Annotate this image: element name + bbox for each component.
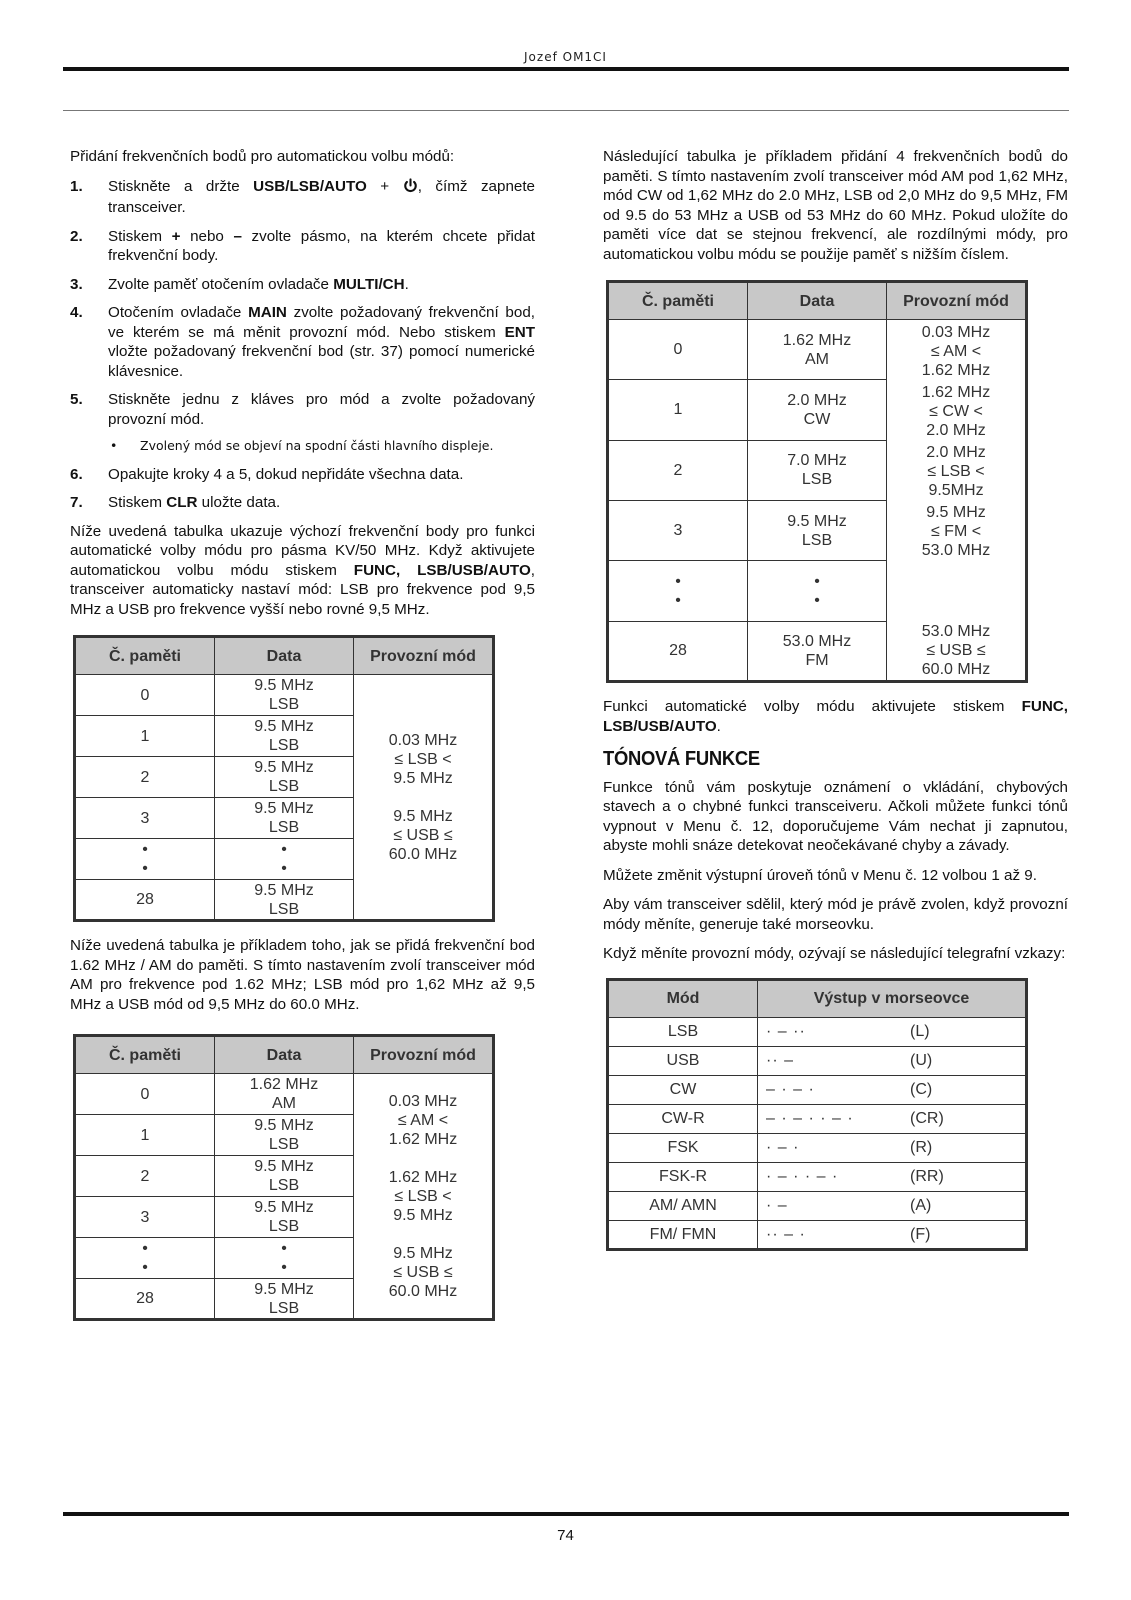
cell-mem: 1 <box>75 1115 215 1156</box>
intro-text: Přidání frekvenčních bodů pro automatickou volbu módů: <box>70 148 455 165</box>
cell-data: 9.5 MHz LSB <box>215 798 354 839</box>
cell-mem: 2 <box>75 1156 215 1197</box>
table-row <box>608 1104 1027 1133</box>
cell-data: 1.62 MHz AM <box>215 1074 354 1115</box>
default-points-paragraph: Níže uvedená tabulka ukazuje výchozí frekvenční body pro funkci automatické volby módu pro pásma KV/50 MHz. Když aktivujete automatickou volbu módu stiskem FUNC, LSB/USB/AUTO, transceiver automaticky nastaví mód: LSB pro frekvence pod 9,5 MHz a USB pro frekvence vyšší nebo rovné 9,5 MHz. <box>70 522 535 618</box>
col-header-mode: Mód <box>608 979 758 1017</box>
cell-mem: 0 <box>75 1074 215 1115</box>
col-header-mem: Č. paměti <box>75 637 215 675</box>
col-header-mode: Provozní mód <box>887 282 1027 320</box>
cell-mode: CW <box>608 1075 758 1104</box>
cell-mem: 0 <box>75 675 215 716</box>
cell-mode: LSB <box>608 1017 758 1046</box>
cell-mem: • • <box>75 1238 215 1279</box>
four-points-paragraph: Následující tabulka je příkladem přidání 4 frekvenčních bodů do paměti. S tímto nastavením zvolí transceiver mód AM pod 1,62 MHz, mód CW od 1,62 MHz do 2.0 MHz, LSB od 2,0 MHz do 9,5 MHz, FM od 9.5 do 53 MHz a USB od 53 MHz do 60 MHz. Pokud uložíte do paměti více dat se stejnou frekvencí, ale rozdílnými módy, pro automatickou volbu módu se použije paměť s nižším číslem. <box>603 148 1068 263</box>
cell-mem: 3 <box>75 798 215 839</box>
step-1: 1. Stiskněte a držte USB/LSB/AUTO + , čímž zapnete transceiver. <box>70 177 536 216</box>
table-row <box>75 675 494 716</box>
cell-morse-code: ·· – · <box>758 1220 903 1249</box>
table-row <box>608 320 1027 380</box>
mode-range-block: 1.62 MHz ≤ CW < 2.0 MHz <box>921 384 991 439</box>
cell-mode: 0.03 MHz ≤ LSB < 9.5 MHz 9.5 MHz ≤ USB ≤ 60.0 MHz <box>354 675 494 921</box>
cell-morse-letter: (U) <box>902 1046 1027 1075</box>
table-row <box>608 1220 1027 1249</box>
col-header-data: Data <box>748 282 887 320</box>
page-number: 74 <box>557 1527 574 1544</box>
cell-mode: FSK-R <box>608 1162 758 1191</box>
tone-paragraph-2: Můžete změnit výstupní úroveň tónů v Menu č. 12 volbou 1 až 9. <box>603 866 1037 884</box>
table-row <box>608 1075 1027 1104</box>
default-points-table <box>73 635 495 922</box>
morse-table <box>606 978 1028 1251</box>
cell-data: 9.5 MHz LSB <box>215 1115 354 1156</box>
col-header-mem: Č. paměti <box>75 1036 215 1074</box>
cell-mem: • • <box>608 561 748 621</box>
activate-paragraph: Funkci automatické volby módu aktivujete stiskem FUNC, LSB/USB/AUTO. <box>603 698 1068 735</box>
cell-morse-code: – · – · · – · <box>758 1104 903 1133</box>
right-column <box>603 147 1068 1251</box>
morse-body <box>608 1017 1027 1249</box>
sub-bullet-note: • Zvolený mód se objeví na spodní části hlavního displeje. <box>70 436 535 456</box>
cell-morse-letter: (F) <box>902 1220 1027 1249</box>
table-row <box>608 1046 1027 1075</box>
cell-data: • • <box>748 561 887 621</box>
table-row <box>608 1017 1027 1046</box>
am-example-paragraph: Níže uvedená tabulka je příkladem toho, jak se přidá frekvenční bod 1.62 MHz / AM do paměti. S tímto nastavením zvolí transceiver mód AM pro frekvence pod 1.62 MHz; LSB mód pro 1,62 MHz až 9,5 MHz a USB mód od 9,5 MHz do 60.0 MHz. <box>70 937 535 1013</box>
header-rule-thin <box>63 110 1069 111</box>
cell-mem: 0 <box>608 320 748 380</box>
cell-mode <box>887 320 1027 682</box>
power-icon <box>403 178 418 199</box>
step-5: 5. Stiskněte jednu z kláves pro mód a zvolte požadovaný provozní mód. <box>70 391 535 428</box>
cell-morse-letter: (A) <box>902 1191 1027 1220</box>
cell-mode: 0.03 MHz ≤ AM < 1.62 MHz 1.62 MHz ≤ LSB < 9.5 MHz 9.5 MHz ≤ USB ≤ 60.0 MHz <box>354 1074 494 1320</box>
step-2: 2. Stiskem + nebo – zvolte pásmo, na kterém chcete přidat frekvenční body. <box>70 227 536 264</box>
cell-mode: CW-R <box>608 1104 758 1133</box>
col-header-mem: Č. paměti <box>608 282 748 320</box>
cell-data: 9.5 MHz LSB <box>215 1156 354 1197</box>
cell-data: 53.0 MHz FM <box>748 621 887 681</box>
cell-data: 1.62 MHz AM <box>748 320 887 380</box>
tone-paragraph-3: Aby vám transceiver sdělil, který mód je právě zvolen, když provozní módy měníte, generuje také morseovku. <box>603 896 1068 933</box>
cell-mem: 2 <box>75 757 215 798</box>
table2-body <box>75 1074 494 1320</box>
cell-morse-letter: (RR) <box>902 1162 1027 1191</box>
col-header-data: Data <box>215 1036 354 1074</box>
mode-ranges <box>887 320 1025 680</box>
col-header-morse-output: Výstup v morseovce <box>758 979 1027 1017</box>
cell-data: • • <box>215 839 354 880</box>
cell-data: 9.5 MHz LSB <box>215 1279 354 1320</box>
col-header-mode: Provozní mód <box>354 637 494 675</box>
mode-range-block: 2.0 MHz ≤ LSB < 9.5MHz <box>926 444 986 499</box>
table-row <box>608 1133 1027 1162</box>
steps-list-continued <box>70 465 535 513</box>
step-4: 4. Otočením ovladače MAIN zvolte požadovaný frekvenční bod, ve kterém se má měnit provozní mód. Nebo stiskem ENT vložte požadovaný frekvenční bod (str. 37) pomocí numerické klávesnice. <box>70 304 535 380</box>
steps-list <box>70 177 535 430</box>
cell-morse-code: · – <box>758 1191 903 1220</box>
cell-mem: 2 <box>608 440 748 500</box>
cell-data: 9.5 MHz LSB <box>748 500 887 560</box>
table-row <box>75 1074 494 1115</box>
left-column <box>70 147 535 1321</box>
table3-body <box>608 320 1027 682</box>
cell-morse-code: · – · · – · <box>758 1162 903 1191</box>
table-row <box>608 1162 1027 1191</box>
mode-range-block: 53.0 MHz ≤ USB ≤ 60.0 MHz <box>921 623 991 678</box>
cell-mode: FSK <box>608 1133 758 1162</box>
cell-data: 9.5 MHz LSB <box>215 757 354 798</box>
cell-mem: 1 <box>608 380 748 440</box>
col-header-data: Data <box>215 637 354 675</box>
cell-mem: 28 <box>75 880 215 921</box>
page-header-author: Jozef OM1CI <box>524 50 607 64</box>
cell-data: 9.5 MHz LSB <box>215 675 354 716</box>
mode-range-block: 9.5 MHz ≤ FM < 53.0 MHz <box>921 504 991 559</box>
cell-morse-code: – · – · <box>758 1075 903 1104</box>
cell-mode: AM/ AMN <box>608 1191 758 1220</box>
am-example-table <box>73 1034 495 1321</box>
table-row <box>608 1191 1027 1220</box>
cell-mode: USB <box>608 1046 758 1075</box>
cell-mem: • • <box>75 839 215 880</box>
col-header-mode: Provozní mód <box>354 1036 494 1074</box>
four-points-table <box>606 280 1028 683</box>
footer-rule <box>63 1512 1069 1516</box>
cell-data: 9.5 MHz LSB <box>215 716 354 757</box>
cell-data: • • <box>215 1238 354 1279</box>
cell-mem: 1 <box>75 716 215 757</box>
table1-body <box>75 675 494 921</box>
step-6: 6. Opakujte kroky 4 a 5, dokud nepřidáte všechna data. <box>70 465 464 483</box>
step-7: 7. Stiskem CLR uložte data. <box>70 494 281 511</box>
mode-range-block: 0.03 MHz ≤ AM < 1.62 MHz <box>921 324 991 379</box>
tone-paragraph-1: Funkce tónů vám poskytuje oznámení o vkládání, chybových stavech a o chybné funkci transceiveru. Ačkoli můžete funkci tónů vypnout v Menu č. 12, doporučujeme Vám nechat ji zapnutou, abyste mohli snáze detekovat neočekávané chyby a závady. <box>603 778 1068 854</box>
cell-morse-code: · – · <box>758 1133 903 1162</box>
header-rule-thick <box>63 67 1069 71</box>
cell-morse-letter: (CR) <box>902 1104 1027 1133</box>
bullet-icon: • <box>110 438 118 453</box>
cell-data: 7.0 MHz LSB <box>748 440 887 500</box>
cell-morse-letter: (R) <box>902 1133 1027 1162</box>
cell-mem: 28 <box>75 1279 215 1320</box>
cell-morse-code: · – ·· <box>758 1017 903 1046</box>
cell-morse-code: ·· – <box>758 1046 903 1075</box>
cell-morse-letter: (L) <box>902 1017 1027 1046</box>
step-3: 3. Zvolte paměť otočením ovladače MULTI/CH. <box>70 275 409 293</box>
section-title-tone: TÓNOVÁ FUNKCE <box>603 748 760 770</box>
cell-mode: FM/ FMN <box>608 1220 758 1249</box>
cell-data: 9.5 MHz LSB <box>215 880 354 921</box>
cell-mem: 28 <box>608 621 748 681</box>
cell-mem: 3 <box>608 500 748 560</box>
tone-paragraph-4: Když měníte provozní módy, ozývají se následující telegrafní vzkazy: <box>603 945 1066 962</box>
cell-morse-letter: (C) <box>902 1075 1027 1104</box>
cell-data: 2.0 MHz CW <box>748 380 887 440</box>
cell-mem: 3 <box>75 1197 215 1238</box>
cell-data: 9.5 MHz LSB <box>215 1197 354 1238</box>
